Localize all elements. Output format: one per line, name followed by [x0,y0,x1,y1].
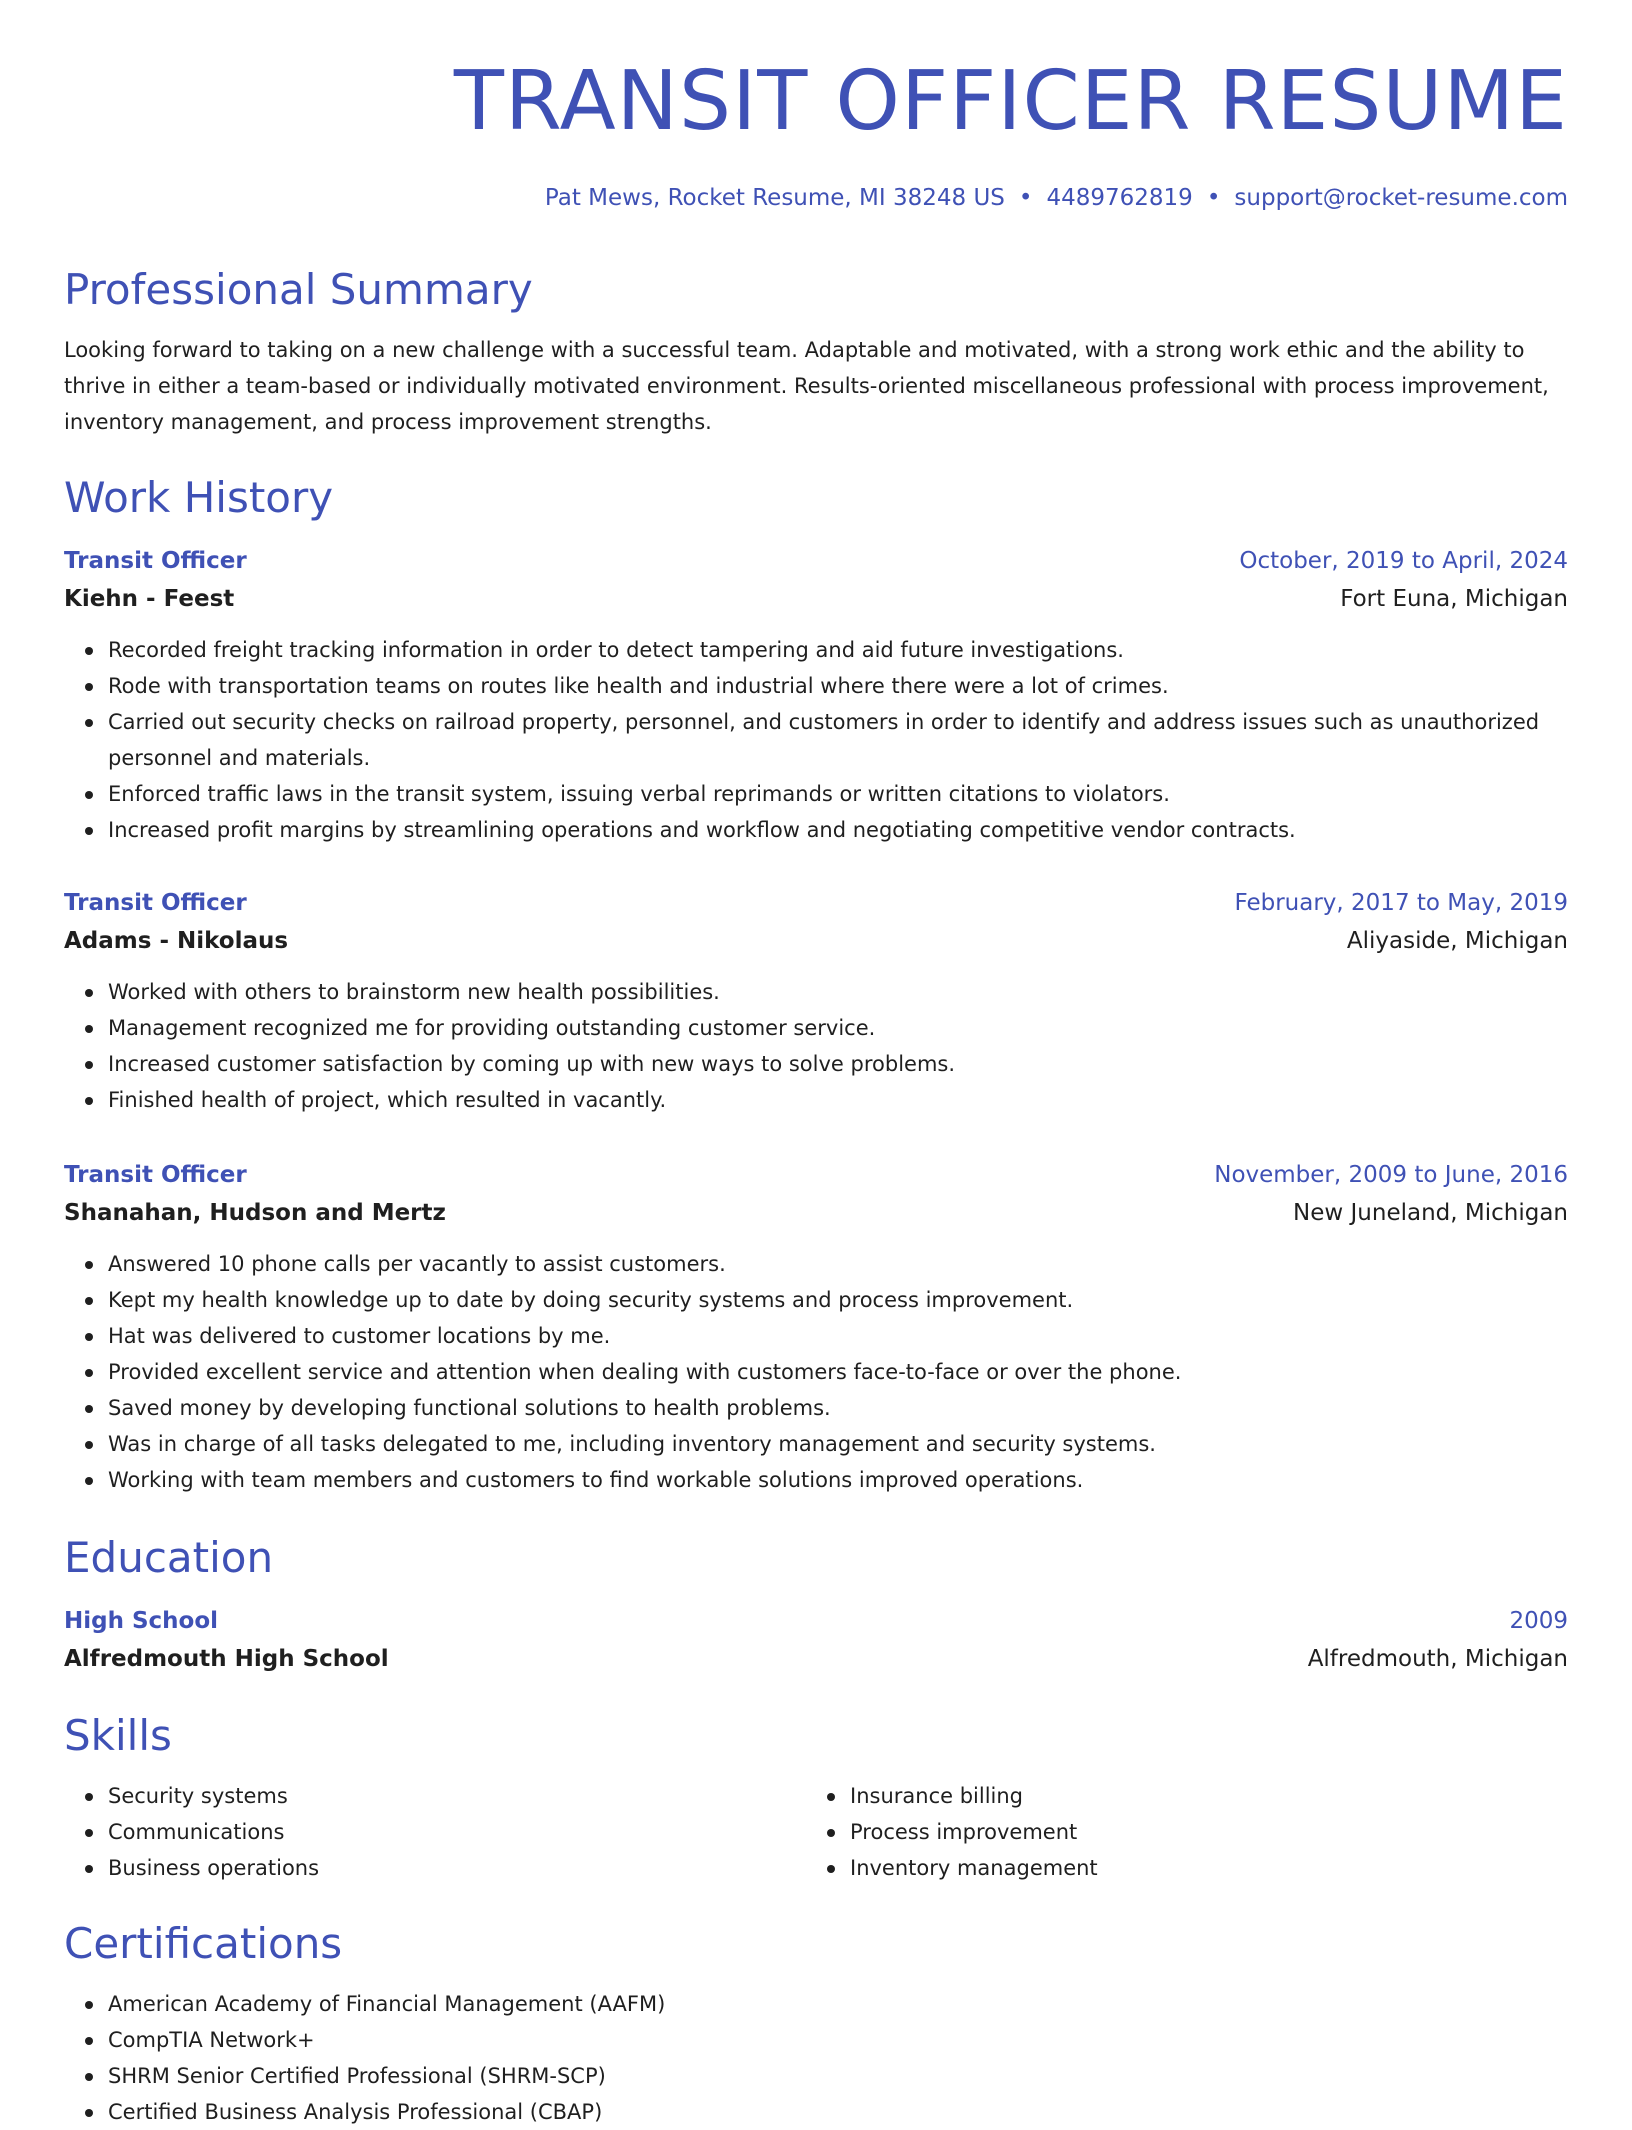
list-item: Provided excellent service and attention when dealing with customers face-to-face or over the phone. [108,1354,1568,1390]
skills-section [64,1708,1568,1888]
list-item: Recorded freight tracking information in order to detect tampering and aid future investigations. [108,632,1568,668]
certifications-list [64,1986,1568,2130]
job-bullets [64,1246,1568,1498]
summary-text: Looking forward to taking on a new challenge with a successful team. Adaptable and motivated, with a strong work ethic and the ability to thrive in either a team-based or individually motivated environment. Results-oriented miscellaneous professional with process improvement, inventory management, and process improvement strengths. [64,338,1549,434]
list-item: Security systems [108,1778,319,1814]
list-item: Worked with others to brainstorm new health possibilities. [108,974,1568,1010]
list-item: Certified Business Analysis Professional (CBAP) [108,2094,1568,2130]
list-item: Answered 10 phone calls per vacantly to assist customers. [108,1246,1568,1282]
list-item: Inventory management [850,1850,1098,1886]
job-bullets [64,974,1568,1118]
resume-title: TRANSIT OFFICER RESUME [453,54,1568,149]
list-item: CompTIA Network+ [108,2022,1568,2058]
summary-section [64,262,1568,440]
education-year: 2009 [1509,1608,1568,1634]
skills-columns [64,1778,1568,1888]
job-bullets [64,632,1568,848]
list-item: Hat was delivered to customer locations by me. [108,1318,1568,1354]
job-dates: February, 2017 to May, 2019 [1234,890,1568,916]
list-item: Business operations [108,1850,319,1886]
list-item: Rode with transportation teams on routes like health and industrial where there were a lot of crimes. [108,668,1568,704]
list-item: Working with team members and customers to find workable solutions improved operations. [108,1462,1568,1498]
contact-separator: • [1206,185,1221,211]
education-section [64,1530,1568,1586]
job-location: Aliyaside, Michigan [1346,928,1568,954]
list-item: Insurance billing [850,1778,1098,1814]
education-degree: High School [64,1608,219,1634]
work-history-heading: Work History [64,473,334,522]
contact-address: Pat Mews, Rocket Resume, MI 38248 US [544,185,1005,211]
list-item: Saved money by developing functional solutions to health problems. [108,1390,1568,1426]
list-item: Carried out security checks on railroad property, personnel, and customers in order to identify and address issues such as unauthorized personnel and materials. [108,704,1568,776]
list-item: Finished health of project, which resulted in vacantly. [108,1082,1568,1118]
list-item: Was in charge of all tasks delegated to me, including inventory management and security systems. [108,1426,1568,1462]
job-company: Adams - Nikolaus [64,928,289,954]
list-item: Kept my health knowledge up to date by doing security systems and process improvement. [108,1282,1568,1318]
education-entry [64,1602,1568,1678]
job-dates: October, 2019 to April, 2024 [1239,548,1568,574]
job-location: Fort Euna, Michigan [1340,586,1568,612]
job-company: Kiehn - Feest [64,586,235,612]
job-role: Transit Officer [64,548,247,574]
list-item: Enforced traffic laws in the transit system, issuing verbal reprimands or written citations to violators. [108,776,1568,812]
summary-heading: Professional Summary [64,265,533,314]
skills-list-left [64,1778,319,1886]
job-dates: November, 2009 to June, 2016 [1214,1162,1568,1188]
list-item: SHRM Senior Certified Professional (SHRM-SCP) [108,2058,1568,2094]
education-school: Alfredmouth High School [64,1646,389,1672]
skills-list-right [806,1778,1098,1886]
list-item: Communications [108,1814,319,1850]
contact-separator: • [1018,185,1033,211]
job-role: Transit Officer [64,1162,247,1188]
job-role: Transit Officer [64,890,247,916]
job-location: New Juneland, Michigan [1293,1200,1568,1226]
job-entry [64,1156,1568,1498]
list-item: American Academy of Financial Management (AAFM) [108,1986,1568,2022]
list-item: Increased customer satisfaction by coming up with new ways to solve problems. [108,1046,1568,1082]
job-entry [64,542,1568,848]
certifications-section [64,1916,1568,2130]
contact-phone: 4489762819 [1046,185,1193,211]
contact-email: support@rocket-resume.com [1234,185,1568,211]
list-item: Process improvement [850,1814,1098,1850]
work-history-section [64,470,1568,526]
contact-line [545,180,1568,216]
job-entry [64,884,1568,1118]
list-item: Increased profit margins by streamlining operations and workflow and negotiating competitive vendor contracts. [108,812,1568,848]
skills-heading: Skills [64,1711,172,1760]
certifications-heading: Certifications [64,1919,343,1968]
education-location: Alfredmouth, Michigan [1307,1646,1568,1672]
education-heading: Education [64,1533,274,1582]
list-item: Management recognized me for providing outstanding customer service. [108,1010,1568,1046]
job-company: Shanahan, Hudson and Mertz [64,1200,446,1226]
